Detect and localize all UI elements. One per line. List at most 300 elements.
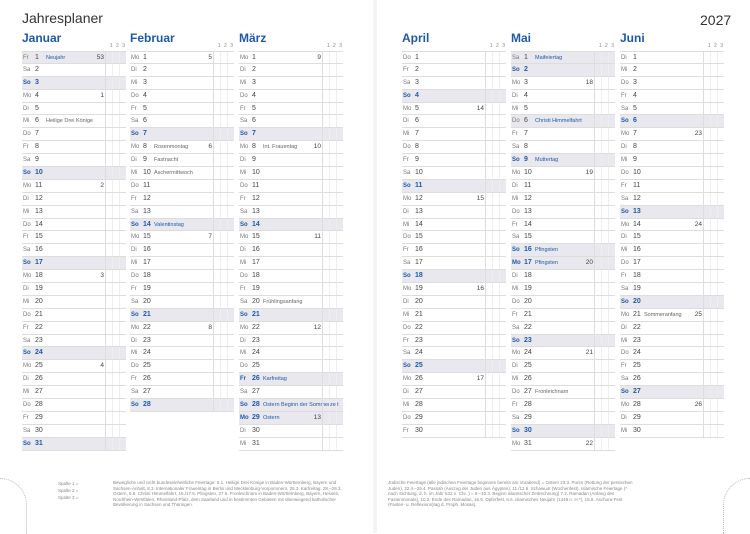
day-number: 18: [252, 272, 260, 280]
day-number: 24: [143, 349, 151, 357]
day-row[interactable]: [511, 270, 615, 283]
day-number: 5: [252, 104, 256, 112]
weekday: Di: [240, 337, 246, 344]
weekday: Fr: [512, 221, 518, 228]
day-row[interactable]: [130, 309, 234, 322]
day-row[interactable]: [130, 193, 234, 206]
day-row[interactable]: [22, 425, 126, 438]
day-row[interactable]: [620, 77, 724, 90]
weekday: Mo: [512, 440, 521, 447]
weekday: Mo: [240, 144, 249, 151]
day-row[interactable]: [130, 244, 234, 257]
day-row[interactable]: [239, 167, 343, 180]
note-columns: [594, 399, 615, 411]
weekday: Fr: [403, 66, 409, 73]
day-row[interactable]: [239, 206, 343, 219]
day-row[interactable]: [511, 167, 615, 180]
day-row[interactable]: [620, 90, 724, 103]
day-row[interactable]: [130, 180, 234, 193]
day-row[interactable]: [402, 425, 506, 438]
weekday: So: [621, 389, 629, 396]
day-row[interactable]: [402, 309, 506, 322]
day-row[interactable]: [511, 360, 615, 373]
day-row[interactable]: [402, 193, 506, 206]
day-row[interactable]: [402, 386, 506, 399]
day-row[interactable]: [22, 219, 126, 232]
weekday: Mi: [403, 311, 410, 318]
day-row[interactable]: [130, 51, 234, 64]
day-row[interactable]: [511, 257, 615, 270]
day-number: 5: [524, 104, 528, 112]
day-row[interactable]: [239, 64, 343, 77]
day-row[interactable]: [239, 309, 343, 322]
day-row[interactable]: [511, 103, 615, 116]
day-row[interactable]: [22, 115, 126, 128]
day-row[interactable]: [130, 115, 234, 128]
day-row[interactable]: [22, 51, 126, 64]
day-row[interactable]: [620, 309, 724, 322]
day-number: 7: [252, 130, 256, 138]
weekday: Di: [131, 157, 137, 164]
weekday: Do: [403, 55, 411, 61]
weekday: Fr: [131, 195, 137, 202]
day-row[interactable]: [130, 257, 234, 270]
day-row[interactable]: [239, 90, 343, 103]
day-row[interactable]: [511, 425, 615, 438]
day-number: 28: [415, 401, 423, 409]
day-row[interactable]: [620, 425, 724, 438]
day-row[interactable]: [239, 154, 343, 167]
weekday: Mo: [240, 55, 249, 61]
weekday: Sa: [131, 208, 139, 215]
day-row[interactable]: [130, 296, 234, 309]
day-row[interactable]: [620, 154, 724, 167]
day-row[interactable]: [130, 128, 234, 141]
note-columns: [322, 438, 343, 450]
weekday: So: [23, 79, 31, 86]
day-row[interactable]: [239, 296, 343, 309]
year-label: 2027: [700, 12, 732, 28]
weekday: Do: [23, 311, 31, 318]
day-row[interactable]: [239, 103, 343, 116]
day-row[interactable]: [511, 128, 615, 141]
day-row[interactable]: [239, 360, 343, 373]
day-row[interactable]: [511, 399, 615, 412]
day-row[interactable]: [402, 257, 506, 270]
column-numbers: 1 2 3: [489, 43, 506, 49]
day-row[interactable]: [239, 399, 343, 412]
day-row[interactable]: [620, 412, 724, 425]
day-row[interactable]: [402, 399, 506, 412]
day-row[interactable]: [22, 90, 126, 103]
day-row[interactable]: [511, 219, 615, 232]
day-grid: [22, 51, 126, 451]
day-row[interactable]: [511, 438, 615, 451]
day-row[interactable]: [130, 219, 234, 232]
weekday: Sa: [23, 66, 31, 73]
day-number: 2: [252, 65, 256, 73]
weekday: So: [403, 182, 411, 189]
day-row[interactable]: [130, 141, 234, 154]
day-number: 29: [35, 413, 43, 421]
day-number: 15: [143, 233, 151, 241]
day-row[interactable]: [22, 322, 126, 335]
note-columns: [322, 115, 343, 127]
day-row[interactable]: [620, 231, 724, 244]
weekday: Do: [240, 363, 248, 370]
day-number: 11: [633, 181, 641, 189]
weekday: Di: [240, 66, 246, 73]
day-row[interactable]: [239, 141, 343, 154]
week-number: 1: [100, 91, 104, 99]
day-row[interactable]: [511, 373, 615, 386]
day-row[interactable]: [130, 77, 234, 90]
day-row[interactable]: [402, 219, 506, 232]
day-row[interactable]: [620, 257, 724, 270]
note-columns: [485, 257, 506, 269]
day-row[interactable]: [22, 206, 126, 219]
day-row[interactable]: [239, 270, 343, 283]
day-row[interactable]: [402, 347, 506, 360]
day-row[interactable]: [130, 270, 234, 283]
note-columns: [594, 386, 615, 398]
day-row[interactable]: [22, 103, 126, 116]
weekday: Di: [621, 324, 627, 331]
note-columns: [213, 193, 234, 205]
weekday: So: [512, 157, 520, 164]
day-number: 6: [35, 117, 39, 125]
weekday: So: [512, 66, 520, 73]
day-row[interactable]: [22, 244, 126, 257]
day-row[interactable]: [511, 206, 615, 219]
day-row[interactable]: [239, 438, 343, 451]
day-row[interactable]: [130, 103, 234, 116]
day-row[interactable]: [620, 335, 724, 348]
legend-line: Spalte 1 =: [58, 481, 79, 486]
note-columns: [213, 283, 234, 295]
day-row[interactable]: [22, 270, 126, 283]
day-row[interactable]: [130, 154, 234, 167]
note-columns: [105, 193, 126, 205]
day-row[interactable]: [402, 103, 506, 116]
day-row[interactable]: [402, 360, 506, 373]
note-columns: [322, 270, 343, 282]
day-number: 2: [524, 65, 528, 73]
day-row[interactable]: [511, 141, 615, 154]
day-row[interactable]: [511, 335, 615, 348]
day-row[interactable]: [239, 257, 343, 270]
day-row[interactable]: [511, 309, 615, 322]
event-label: Sommeranfang: [644, 311, 682, 318]
note-columns: [213, 103, 234, 115]
day-row[interactable]: [22, 399, 126, 412]
note-columns: [213, 296, 234, 308]
day-row[interactable]: [402, 231, 506, 244]
day-row[interactable]: [239, 412, 343, 425]
event-label: Ostern Beginn der Sommerzeit: [263, 402, 339, 409]
day-row[interactable]: [620, 399, 724, 412]
day-row[interactable]: [402, 283, 506, 296]
day-number: 19: [633, 285, 641, 293]
weekday: Fr: [403, 337, 409, 344]
day-row[interactable]: [130, 90, 234, 103]
day-row[interactable]: [620, 180, 724, 193]
day-number: 14: [524, 220, 532, 228]
note-columns: [105, 231, 126, 243]
day-number: 27: [35, 388, 43, 396]
day-number: 30: [633, 426, 641, 434]
day-row[interactable]: [22, 77, 126, 90]
day-row[interactable]: [620, 51, 724, 64]
note-columns: [105, 322, 126, 334]
day-row[interactable]: [22, 180, 126, 193]
day-row[interactable]: [511, 347, 615, 360]
day-number: 7: [415, 130, 419, 138]
day-row[interactable]: [620, 296, 724, 309]
day-row[interactable]: [130, 386, 234, 399]
day-row[interactable]: [620, 283, 724, 296]
note-columns: [322, 244, 343, 256]
weekday: Sa: [403, 170, 411, 177]
day-row[interactable]: [130, 360, 234, 373]
week-number: 20: [585, 259, 593, 267]
weekday: Sa: [240, 208, 248, 215]
day-row[interactable]: [239, 244, 343, 257]
weekday: So: [403, 273, 411, 280]
day-row[interactable]: [130, 206, 234, 219]
day-row[interactable]: [511, 412, 615, 425]
day-number: 9: [35, 156, 39, 164]
day-row[interactable]: [511, 244, 615, 257]
day-number: 22: [143, 323, 151, 331]
day-row[interactable]: [130, 399, 234, 412]
day-row[interactable]: [620, 322, 724, 335]
day-row[interactable]: [402, 270, 506, 283]
note-columns: [105, 64, 126, 76]
weekday: Sa: [512, 144, 520, 151]
day-row[interactable]: [511, 90, 615, 103]
day-row[interactable]: [620, 115, 724, 128]
weekday: Mo: [403, 286, 412, 293]
weekday: Di: [131, 247, 137, 254]
weekday: Mo: [23, 273, 32, 280]
day-number: 26: [252, 375, 260, 383]
day-row[interactable]: [402, 206, 506, 219]
day-row[interactable]: [620, 167, 724, 180]
note-columns: [703, 386, 724, 398]
note-columns: [105, 77, 126, 89]
day-row[interactable]: [239, 193, 343, 206]
day-number: 19: [143, 285, 151, 293]
day-row[interactable]: [511, 322, 615, 335]
day-row[interactable]: [239, 386, 343, 399]
weekday: Fr: [23, 324, 29, 331]
day-row[interactable]: [22, 167, 126, 180]
day-row[interactable]: [402, 51, 506, 64]
day-number: 12: [524, 194, 532, 202]
day-number: 4: [415, 91, 419, 99]
note-columns: [703, 128, 724, 140]
note-columns: [485, 128, 506, 140]
day-row[interactable]: [402, 115, 506, 128]
day-number: 29: [415, 413, 423, 421]
day-row[interactable]: [402, 373, 506, 386]
day-row[interactable]: [402, 335, 506, 348]
day-row[interactable]: [239, 115, 343, 128]
day-row[interactable]: [402, 322, 506, 335]
day-row[interactable]: [620, 219, 724, 232]
day-row[interactable]: [22, 231, 126, 244]
note-columns: [703, 270, 724, 282]
day-row[interactable]: [402, 412, 506, 425]
day-row[interactable]: [620, 206, 724, 219]
day-row[interactable]: [130, 231, 234, 244]
day-row[interactable]: [22, 309, 126, 322]
day-row[interactable]: [620, 193, 724, 206]
event-label: Aschermittwoch: [154, 170, 193, 177]
day-row[interactable]: [130, 283, 234, 296]
day-row[interactable]: [402, 180, 506, 193]
note-columns: [213, 347, 234, 359]
day-row[interactable]: [511, 77, 615, 90]
day-row[interactable]: [22, 193, 126, 206]
weekday: Fr: [621, 92, 627, 99]
note-columns: [703, 219, 724, 231]
day-row[interactable]: [402, 154, 506, 167]
day-row[interactable]: [239, 51, 343, 64]
day-number: 20: [524, 297, 532, 305]
day-row[interactable]: [402, 128, 506, 141]
day-row[interactable]: [22, 283, 126, 296]
day-row[interactable]: [511, 386, 615, 399]
note-columns: [485, 373, 506, 385]
day-row[interactable]: [239, 128, 343, 141]
day-number: 9: [415, 156, 419, 164]
day-row[interactable]: [511, 283, 615, 296]
day-row[interactable]: [402, 141, 506, 154]
weekday: Mi: [23, 208, 30, 215]
day-row[interactable]: [511, 180, 615, 193]
day-row[interactable]: [239, 283, 343, 296]
day-row[interactable]: [620, 270, 724, 283]
day-row[interactable]: [511, 231, 615, 244]
day-row[interactable]: [620, 373, 724, 386]
weekday: So: [240, 402, 248, 409]
day-row[interactable]: [22, 64, 126, 77]
day-row[interactable]: [620, 244, 724, 257]
day-row[interactable]: [22, 386, 126, 399]
weekday: So: [512, 337, 520, 344]
week-number: 26: [694, 401, 702, 409]
day-row[interactable]: [511, 115, 615, 128]
day-row[interactable]: [402, 244, 506, 257]
day-row[interactable]: [22, 257, 126, 270]
day-row[interactable]: [22, 347, 126, 360]
weekday: Sa: [23, 427, 31, 434]
day-row[interactable]: [620, 386, 724, 399]
day-row[interactable]: [22, 360, 126, 373]
day-number: 26: [524, 375, 532, 383]
day-row[interactable]: [239, 425, 343, 438]
day-row[interactable]: [22, 154, 126, 167]
day-row[interactable]: [130, 347, 234, 360]
day-row[interactable]: [402, 90, 506, 103]
day-number: 19: [252, 285, 260, 293]
day-number: 16: [143, 246, 151, 254]
day-row[interactable]: [239, 335, 343, 348]
weekday: Di: [403, 118, 409, 125]
day-row[interactable]: [239, 231, 343, 244]
day-row[interactable]: [402, 77, 506, 90]
day-row[interactable]: [22, 438, 126, 451]
day-number: 6: [524, 117, 528, 125]
day-row[interactable]: [239, 373, 343, 386]
day-row[interactable]: [511, 193, 615, 206]
day-number: 12: [143, 194, 151, 202]
weekday: So: [512, 427, 520, 434]
day-row[interactable]: [130, 373, 234, 386]
legend-line: Spalte 2 =: [58, 488, 79, 493]
day-row[interactable]: [402, 64, 506, 77]
day-number: 3: [252, 78, 256, 86]
day-row[interactable]: [511, 154, 615, 167]
note-columns: [703, 115, 724, 127]
day-row[interactable]: [511, 64, 615, 77]
day-row[interactable]: [511, 51, 615, 64]
day-number: 3: [143, 78, 147, 86]
day-row[interactable]: [130, 64, 234, 77]
day-row[interactable]: [402, 167, 506, 180]
day-row[interactable]: [620, 64, 724, 77]
weekday: Mi: [621, 66, 628, 73]
weekday: Sa: [403, 79, 411, 86]
day-row[interactable]: [22, 373, 126, 386]
day-row[interactable]: [130, 167, 234, 180]
day-row[interactable]: [620, 141, 724, 154]
weekday: Mo: [512, 260, 521, 267]
day-row[interactable]: [239, 180, 343, 193]
note-columns: [322, 283, 343, 295]
day-row[interactable]: [620, 360, 724, 373]
day-row[interactable]: [239, 322, 343, 335]
day-row[interactable]: [239, 347, 343, 360]
weekday: So: [23, 170, 31, 177]
day-row[interactable]: [511, 296, 615, 309]
day-row[interactable]: [620, 103, 724, 116]
day-row[interactable]: [22, 128, 126, 141]
note-columns: [105, 373, 126, 385]
note-columns: [213, 52, 234, 63]
day-row[interactable]: [620, 347, 724, 360]
day-row[interactable]: [239, 219, 343, 232]
day-row[interactable]: [130, 322, 234, 335]
note-columns: [594, 270, 615, 282]
day-row[interactable]: [130, 335, 234, 348]
day-row[interactable]: [620, 128, 724, 141]
note-columns: [594, 141, 615, 153]
day-row[interactable]: [402, 296, 506, 309]
day-row[interactable]: [22, 141, 126, 154]
day-row[interactable]: [239, 77, 343, 90]
day-number: 29: [252, 413, 260, 421]
day-number: 6: [143, 117, 147, 125]
day-row[interactable]: [22, 335, 126, 348]
note-columns: [485, 360, 506, 372]
day-row[interactable]: [22, 296, 126, 309]
weekday: Fr: [23, 55, 29, 61]
day-row[interactable]: [22, 412, 126, 425]
day-number: 11: [143, 181, 151, 189]
